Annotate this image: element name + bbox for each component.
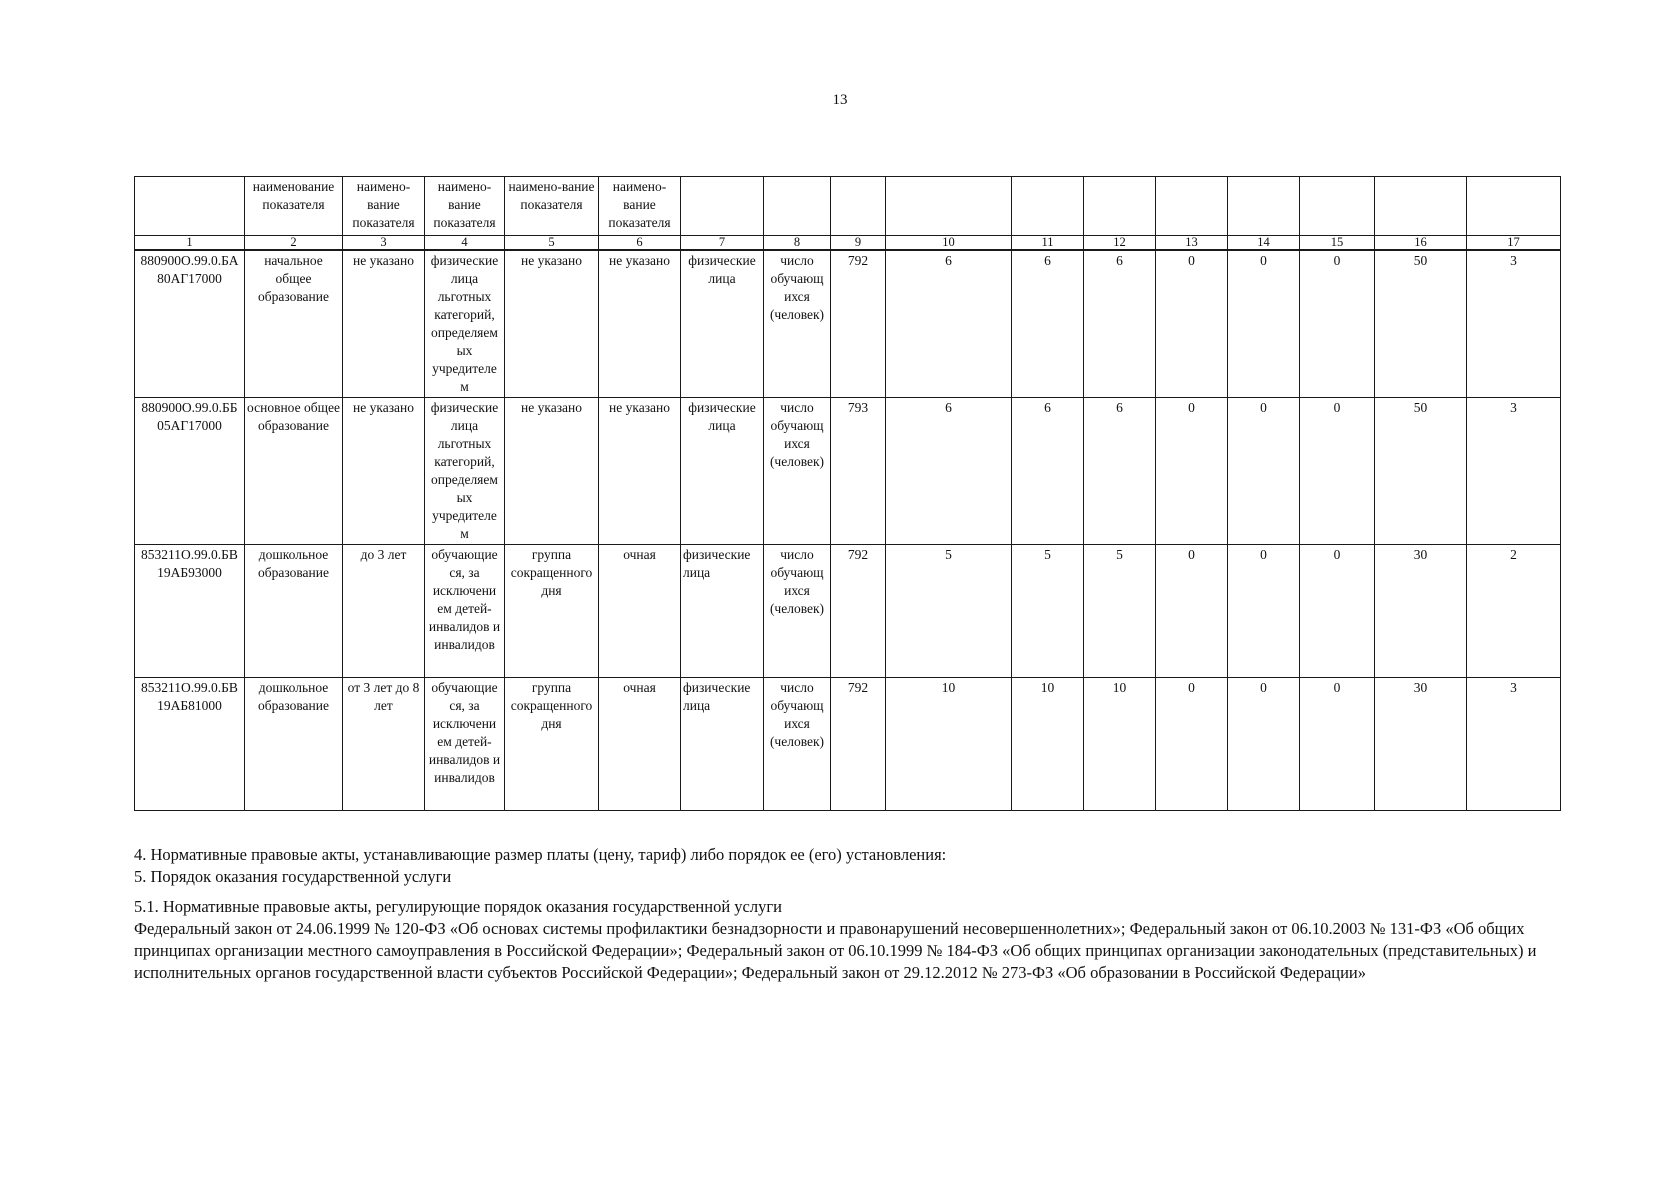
- value-cell: 0: [1300, 398, 1375, 545]
- service-condition: группа сокращенного дня: [505, 678, 599, 811]
- value-cell: 0: [1156, 678, 1228, 811]
- registry-code: 853211О.99.0.БВ 19АБ93000: [135, 545, 245, 678]
- unit-code: 792: [831, 678, 886, 811]
- header-cell-4: наимено-вание показателя: [425, 177, 505, 236]
- header-cell-5: наимено-вание показателя: [505, 177, 599, 236]
- value-cell: 6: [886, 398, 1012, 545]
- unit-code: 792: [831, 545, 886, 678]
- header-cell-9: [831, 177, 886, 236]
- header-cell-2: наименование показателя: [245, 177, 343, 236]
- table-header-row: [135, 177, 1561, 236]
- value-cell: 3: [1467, 250, 1561, 398]
- header-cell-10: [886, 177, 1012, 236]
- service-content: не указано: [343, 398, 425, 545]
- service-content: обучающие ся, за исключени ем детей-инвалидов и инвалидов: [425, 678, 505, 811]
- header-cell-12: [1084, 177, 1156, 236]
- service-content: физические лица льготных категорий, определяем ых учредителе м: [425, 398, 505, 545]
- value-cell: 0: [1156, 398, 1228, 545]
- unit-code: 793: [831, 398, 886, 545]
- service-content: дошкольное образование: [245, 545, 343, 678]
- document-footer: [134, 844, 1564, 984]
- value-cell: 0: [1156, 545, 1228, 678]
- column-number: 13: [1156, 236, 1228, 251]
- header-cell-17: [1467, 177, 1561, 236]
- value-cell: 30: [1375, 678, 1467, 811]
- header-cell-11: [1012, 177, 1084, 236]
- column-number: 11: [1012, 236, 1084, 251]
- consumer-category: физические лица: [681, 250, 764, 398]
- registry-code: 880900О.99.0.БА 80АГ17000: [135, 250, 245, 398]
- consumer-category: физические лица: [681, 545, 764, 678]
- value-cell: 30: [1375, 545, 1467, 678]
- service-content: до 3 лет: [343, 545, 425, 678]
- value-cell: 0: [1156, 250, 1228, 398]
- value-cell: 0: [1300, 678, 1375, 811]
- service-content: дошкольное образование: [245, 678, 343, 811]
- value-cell: 0: [1300, 250, 1375, 398]
- header-cell-7: [681, 177, 764, 236]
- column-number: 16: [1375, 236, 1467, 251]
- value-cell: 3: [1467, 678, 1561, 811]
- value-cell: 50: [1375, 398, 1467, 545]
- value-cell: 10: [886, 678, 1012, 811]
- column-number: 17: [1467, 236, 1561, 251]
- value-cell: 10: [1084, 678, 1156, 811]
- table-row: [135, 398, 1561, 545]
- value-cell: 10: [1012, 678, 1084, 811]
- value-cell: 3: [1467, 398, 1561, 545]
- value-cell: 2: [1467, 545, 1561, 678]
- header-cell-1: [135, 177, 245, 236]
- section-5-1-heading: 5.1. Нормативные правовые акты, регулирующие порядок оказания государственной услуги: [134, 897, 782, 916]
- service-content: физические лица льготных категорий, определяем ых учредителе м: [425, 250, 505, 398]
- header-cell-3: наимено-вание показателя: [343, 177, 425, 236]
- service-volume-table: [134, 176, 1561, 811]
- consumer-category: физические лица: [681, 398, 764, 545]
- column-number: 4: [425, 236, 505, 251]
- indicator-name: число обучающ ихся (человек): [764, 678, 831, 811]
- service-condition: очная: [599, 678, 681, 811]
- column-number: 10: [886, 236, 1012, 251]
- indicator-name: число обучающ ихся (человек): [764, 250, 831, 398]
- table-row: [135, 250, 1561, 398]
- column-number: 7: [681, 236, 764, 251]
- column-number: 1: [135, 236, 245, 251]
- service-content: начальное общее образование: [245, 250, 343, 398]
- header-cell-15: [1300, 177, 1375, 236]
- header-cell-13: [1156, 177, 1228, 236]
- header-cell-16: [1375, 177, 1467, 236]
- value-cell: 50: [1375, 250, 1467, 398]
- consumer-category: физические лица: [681, 678, 764, 811]
- service-content: не указано: [343, 250, 425, 398]
- unit-code: 792: [831, 250, 886, 398]
- value-cell: 6: [1084, 250, 1156, 398]
- column-number: 8: [764, 236, 831, 251]
- value-cell: 6: [1012, 398, 1084, 545]
- column-number: 15: [1300, 236, 1375, 251]
- column-number: 9: [831, 236, 886, 251]
- column-number-row: [135, 236, 1561, 251]
- column-number: 2: [245, 236, 343, 251]
- value-cell: 5: [1084, 545, 1156, 678]
- service-content: от 3 лет до 8 лет: [343, 678, 425, 811]
- column-number: 6: [599, 236, 681, 251]
- value-cell: 6: [1084, 398, 1156, 545]
- column-number: 14: [1228, 236, 1300, 251]
- service-condition: не указано: [505, 398, 599, 545]
- value-cell: 0: [1228, 250, 1300, 398]
- column-number: 5: [505, 236, 599, 251]
- service-condition: очная: [599, 545, 681, 678]
- federal-laws-paragraph: Федеральный закон от 24.06.1999 № 120-ФЗ «Об основах системы профилактики безнадзорности и правонарушений несовершеннолетних»; Федеральный закон от 06.10.2003 № 131-ФЗ «Об общих принципах организации местного самоуправления в Российской Федерации»; Федеральный закон от 06.10.1999 № 184-ФЗ «Об общих принципах организации законодательных (представительных) и исполнительных органов государственной власти субъектов Российской Федерации»; Федеральный закон от 29.12.2012 № 273-ФЗ «Об образовании в Российской Федерации»: [134, 919, 1537, 982]
- registry-code: 880900О.99.0.ББ 05АГ17000: [135, 398, 245, 545]
- table-row: [135, 545, 1561, 678]
- value-cell: 5: [1012, 545, 1084, 678]
- registry-code: 853211О.99.0.БВ 19АБ81000: [135, 678, 245, 811]
- indicator-name: число обучающ ихся (человек): [764, 398, 831, 545]
- header-cell-8: [764, 177, 831, 236]
- value-cell: 0: [1300, 545, 1375, 678]
- service-condition: не указано: [599, 250, 681, 398]
- page-number: 13: [832, 92, 848, 108]
- service-condition: группа сокращенного дня: [505, 545, 599, 678]
- indicator-name: число обучающ ихся (человек): [764, 545, 831, 678]
- service-content: обучающие ся, за исключени ем детей-инвалидов и инвалидов: [425, 545, 505, 678]
- column-number: 12: [1084, 236, 1156, 251]
- service-condition: не указано: [599, 398, 681, 545]
- value-cell: 5: [886, 545, 1012, 678]
- value-cell: 0: [1228, 678, 1300, 811]
- section-4-heading: 4. Нормативные правовые акты, устанавливающие размер платы (цену, тариф) либо порядок ее (его) установления:: [134, 845, 947, 864]
- service-content: основное общее образование: [245, 398, 343, 545]
- service-condition: не указано: [505, 250, 599, 398]
- section-5-heading: 5. Порядок оказания государственной услуги: [134, 867, 452, 886]
- value-cell: 0: [1228, 398, 1300, 545]
- table-row: [135, 678, 1561, 811]
- value-cell: 6: [886, 250, 1012, 398]
- header-cell-14: [1228, 177, 1300, 236]
- header-cell-6: наимено-вание показателя: [599, 177, 681, 236]
- column-number: 3: [343, 236, 425, 251]
- value-cell: 0: [1228, 545, 1300, 678]
- value-cell: 6: [1012, 250, 1084, 398]
